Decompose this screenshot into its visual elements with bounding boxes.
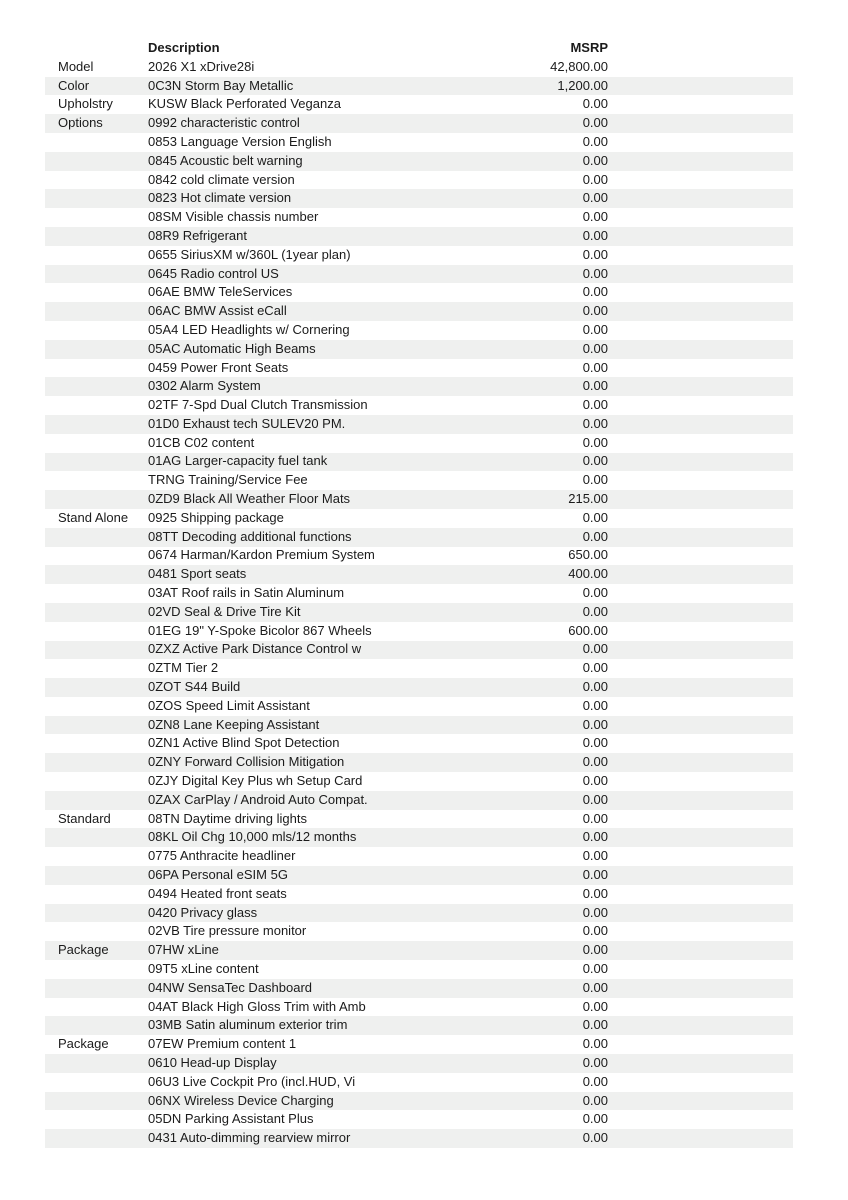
row-msrp: 0.00 xyxy=(582,998,608,1014)
row-msrp: 0.00 xyxy=(582,1054,608,1070)
row-description: 02VB Tire pressure monitor xyxy=(148,923,307,939)
row-description: 0674 Harman/Kardon Premium System xyxy=(148,547,375,563)
row-description: 05DN Parking Assistant Plus xyxy=(148,1111,314,1127)
row-description: 0C3N Storm Bay Metallic xyxy=(148,77,294,93)
row-description: 05A4 LED Headlights w/ Cornering xyxy=(148,321,350,337)
table-row xyxy=(45,302,793,321)
row-description: 0494 Heated front seats xyxy=(148,885,287,901)
table-row xyxy=(45,622,793,641)
row-msrp: 0.00 xyxy=(582,171,608,187)
table-row xyxy=(45,810,793,829)
row-description: 0ZD9 Black All Weather Floor Mats xyxy=(148,491,351,507)
table-row xyxy=(45,866,793,885)
row-msrp: 0.00 xyxy=(582,246,608,262)
table-row xyxy=(45,321,793,340)
row-description: 0459 Power Front Seats xyxy=(148,359,289,375)
table-row xyxy=(45,659,793,678)
row-description: 0823 Hot climate version xyxy=(148,190,292,206)
row-description: 03MB Satin aluminum exterior trim xyxy=(148,1017,348,1033)
row-msrp: 0.00 xyxy=(582,979,608,995)
table-row xyxy=(45,95,793,114)
row-description: TRNG Training/Service Fee xyxy=(148,472,308,488)
row-msrp: 0.00 xyxy=(582,810,608,826)
row-msrp: 0.00 xyxy=(582,1073,608,1089)
table-row xyxy=(45,697,793,716)
table-row xyxy=(45,246,793,265)
row-description: 08KL Oil Chg 10,000 mls/12 months xyxy=(148,829,357,845)
table-row xyxy=(45,772,793,791)
row-msrp: 0.00 xyxy=(582,773,608,789)
table-row xyxy=(45,1054,793,1073)
row-category: Upholstry xyxy=(58,96,113,112)
row-description: 08SM Visible chassis number xyxy=(148,209,319,225)
row-description: 0ZNY Forward Collision Mitigation xyxy=(148,754,345,770)
row-msrp: 400.00 xyxy=(568,566,608,582)
row-description: 09T5 xLine content xyxy=(148,961,259,976)
table-row xyxy=(45,922,793,941)
table-body xyxy=(45,58,793,1148)
row-description: 01D0 Exhaust tech SULEV20 PM. xyxy=(148,415,346,431)
row-msrp: 0.00 xyxy=(582,679,608,695)
table-row xyxy=(45,189,793,208)
row-category: Options xyxy=(58,115,103,131)
row-msrp: 0.00 xyxy=(582,641,608,657)
row-msrp: 0.00 xyxy=(582,942,608,958)
row-description: 03AT Roof rails in Satin Aluminum xyxy=(148,585,345,601)
row-msrp: 0.00 xyxy=(582,415,608,431)
table-row xyxy=(45,734,793,753)
table-row xyxy=(45,565,793,584)
row-description: 2026 X1 xDrive28i xyxy=(148,58,255,74)
table-row xyxy=(45,453,793,472)
table-row xyxy=(45,828,793,847)
row-msrp: 0.00 xyxy=(582,359,608,375)
row-msrp: 0.00 xyxy=(582,472,608,488)
row-msrp: 0.00 xyxy=(582,848,608,864)
row-description: 0655 SiriusXM w/360L (1year plan) xyxy=(148,246,351,262)
row-description: 0645 Radio control US xyxy=(148,265,279,281)
row-description: 0481 Sport seats xyxy=(148,566,247,582)
row-description: 06PA Personal eSIM 5G xyxy=(148,867,288,883)
table-row xyxy=(45,415,793,434)
row-msrp: 0.00 xyxy=(582,1036,608,1052)
row-description: 0775 Anthracite headliner xyxy=(148,848,296,864)
table-row xyxy=(45,471,793,490)
table-row xyxy=(45,114,793,133)
row-msrp: 650.00 xyxy=(568,547,608,563)
table-row xyxy=(45,716,793,735)
table-row xyxy=(45,283,793,302)
row-msrp: 1,200.00 xyxy=(557,77,608,93)
row-description: 02VD Seal & Drive Tire Kit xyxy=(148,603,301,619)
row-msrp: 0.00 xyxy=(582,509,608,525)
row-description: 0610 Head-up Display xyxy=(148,1054,277,1070)
row-description: 0925 Shipping package xyxy=(148,509,284,525)
table-row xyxy=(45,753,793,772)
row-msrp: 0.00 xyxy=(582,284,608,300)
row-category: Stand Alone xyxy=(58,509,129,525)
row-msrp: 215.00 xyxy=(568,491,608,507)
row-description: 02TF 7-Spd Dual Clutch Transmission xyxy=(148,397,368,413)
row-description: 06AC BMW Assist eCall xyxy=(148,303,287,319)
row-msrp: 0.00 xyxy=(582,209,608,225)
table-row xyxy=(45,960,793,979)
row-msrp: 0.00 xyxy=(582,697,608,713)
row-msrp: 0.00 xyxy=(582,528,608,544)
row-description: 0ZOS Speed Limit Assistant xyxy=(148,697,310,713)
row-msrp: 0.00 xyxy=(582,603,608,619)
row-msrp: 42,800.00 xyxy=(550,58,608,74)
table-row xyxy=(45,265,793,284)
table-row xyxy=(45,490,793,509)
row-msrp: 0.00 xyxy=(582,885,608,901)
table-row xyxy=(45,359,793,378)
row-description: 06U3 Live Cockpit Pro (incl.HUD, Vi xyxy=(148,1073,356,1089)
row-msrp: 0.00 xyxy=(582,1130,608,1146)
table-row xyxy=(45,1129,793,1148)
table-row xyxy=(45,1035,793,1054)
vehicle-options-table xyxy=(45,39,793,1148)
row-description: 01CB C02 content xyxy=(148,434,255,450)
row-description: 0ZTM Tier 2 xyxy=(148,660,219,676)
row-msrp: 0.00 xyxy=(582,1111,608,1127)
row-description: 05AC Automatic High Beams xyxy=(148,340,316,356)
table-row xyxy=(45,847,793,866)
row-msrp: 0.00 xyxy=(582,190,608,206)
row-msrp: 0.00 xyxy=(582,397,608,413)
row-description: KUSW Black Perforated Veganza xyxy=(148,96,341,112)
row-msrp: 0.00 xyxy=(582,227,608,243)
row-description: 0845 Acoustic belt warning xyxy=(148,152,303,168)
row-msrp: 0.00 xyxy=(582,1092,608,1108)
row-msrp: 0.00 xyxy=(582,1017,608,1033)
table-row xyxy=(45,584,793,603)
table-row xyxy=(45,208,793,227)
row-description: 0ZXZ Active Park Distance Control w xyxy=(148,641,362,657)
table-row xyxy=(45,58,793,77)
row-msrp: 0.00 xyxy=(582,378,608,394)
row-description: 08TT Decoding additional functions xyxy=(148,528,352,544)
row-msrp: 0.00 xyxy=(582,96,608,112)
row-msrp: 0.00 xyxy=(582,791,608,807)
table-row xyxy=(45,528,793,547)
row-description: 0302 Alarm System xyxy=(148,378,261,394)
row-description: 0ZAX CarPlay / Android Auto Compat. xyxy=(148,791,368,807)
row-msrp: 0.00 xyxy=(582,115,608,131)
description-column-header: Description xyxy=(148,39,220,55)
row-description: 07HW xLine xyxy=(148,942,219,958)
row-category: Model xyxy=(58,58,94,74)
row-category: Standard xyxy=(58,810,111,826)
row-msrp: 0.00 xyxy=(582,453,608,469)
row-description: 0853 Language Version English xyxy=(148,133,332,149)
row-description: 01EG 19" Y-Spoke Bicolor 867 Wheels xyxy=(148,622,372,638)
table-row xyxy=(45,340,793,359)
row-category: Package xyxy=(58,1036,109,1052)
row-description: 08TN Daytime driving lights xyxy=(148,810,307,826)
row-msrp: 0.00 xyxy=(582,340,608,356)
row-description: 0ZOT S44 Build xyxy=(148,679,241,695)
table-header-row xyxy=(45,39,793,58)
row-msrp: 0.00 xyxy=(582,754,608,770)
row-description: 0420 Privacy glass xyxy=(148,904,258,920)
table-row xyxy=(45,1073,793,1092)
row-msrp: 0.00 xyxy=(582,152,608,168)
row-description: 0ZN8 Lane Keeping Assistant xyxy=(148,716,320,732)
row-msrp: 0.00 xyxy=(582,585,608,601)
table-row xyxy=(45,227,793,246)
table-row xyxy=(45,509,793,528)
table-row xyxy=(45,1110,793,1129)
row-description: 0ZJY Digital Key Plus wh Setup Card xyxy=(148,773,363,789)
row-msrp: 0.00 xyxy=(582,265,608,281)
row-description: 0ZN1 Active Blind Spot Detection xyxy=(148,735,340,751)
row-msrp: 0.00 xyxy=(582,829,608,845)
table-row xyxy=(45,941,793,960)
row-msrp: 0.00 xyxy=(582,735,608,751)
table-row xyxy=(45,1092,793,1111)
row-description: 06AE BMW TeleServices xyxy=(148,284,293,300)
row-description: 01AG Larger-capacity fuel tank xyxy=(148,453,328,469)
table-row xyxy=(45,171,793,190)
table-row xyxy=(45,603,793,622)
table-row xyxy=(45,434,793,453)
row-category: Color xyxy=(58,77,90,93)
table-row xyxy=(45,641,793,660)
row-msrp: 0.00 xyxy=(582,904,608,920)
row-msrp: 0.00 xyxy=(582,434,608,450)
row-description: 0842 cold climate version xyxy=(148,171,295,187)
row-description: 04AT Black High Gloss Trim with Amb xyxy=(148,998,366,1014)
row-category: Package xyxy=(58,942,109,958)
row-description: 04NW SensaTec Dashboard xyxy=(148,979,313,995)
row-description: 07EW Premium content 1 xyxy=(148,1036,297,1052)
row-msrp: 0.00 xyxy=(582,716,608,732)
table-row xyxy=(45,377,793,396)
table-row xyxy=(45,885,793,904)
row-msrp: 0.00 xyxy=(582,867,608,883)
row-msrp: 0.00 xyxy=(582,321,608,337)
row-msrp: 0.00 xyxy=(582,923,608,939)
row-msrp: 600.00 xyxy=(568,622,608,638)
row-msrp: 0.00 xyxy=(582,961,608,976)
msrp-column-header: MSRP xyxy=(570,39,608,55)
table-row xyxy=(45,979,793,998)
table-row xyxy=(45,547,793,566)
table-row xyxy=(45,998,793,1017)
row-description: 06NX Wireless Device Charging xyxy=(148,1092,334,1108)
table-row xyxy=(45,77,793,96)
row-msrp: 0.00 xyxy=(582,660,608,676)
table-row xyxy=(45,133,793,152)
table-row xyxy=(45,396,793,415)
table-row xyxy=(45,152,793,171)
row-description: 08R9 Refrigerant xyxy=(148,227,247,243)
table-row xyxy=(45,904,793,923)
row-description: 0992 characteristic control xyxy=(148,115,300,131)
row-msrp: 0.00 xyxy=(582,303,608,319)
table-row xyxy=(45,678,793,697)
row-description: 0431 Auto-dimming rearview mirror xyxy=(148,1130,351,1146)
row-msrp: 0.00 xyxy=(582,133,608,149)
table-row xyxy=(45,791,793,810)
table-row xyxy=(45,1016,793,1035)
